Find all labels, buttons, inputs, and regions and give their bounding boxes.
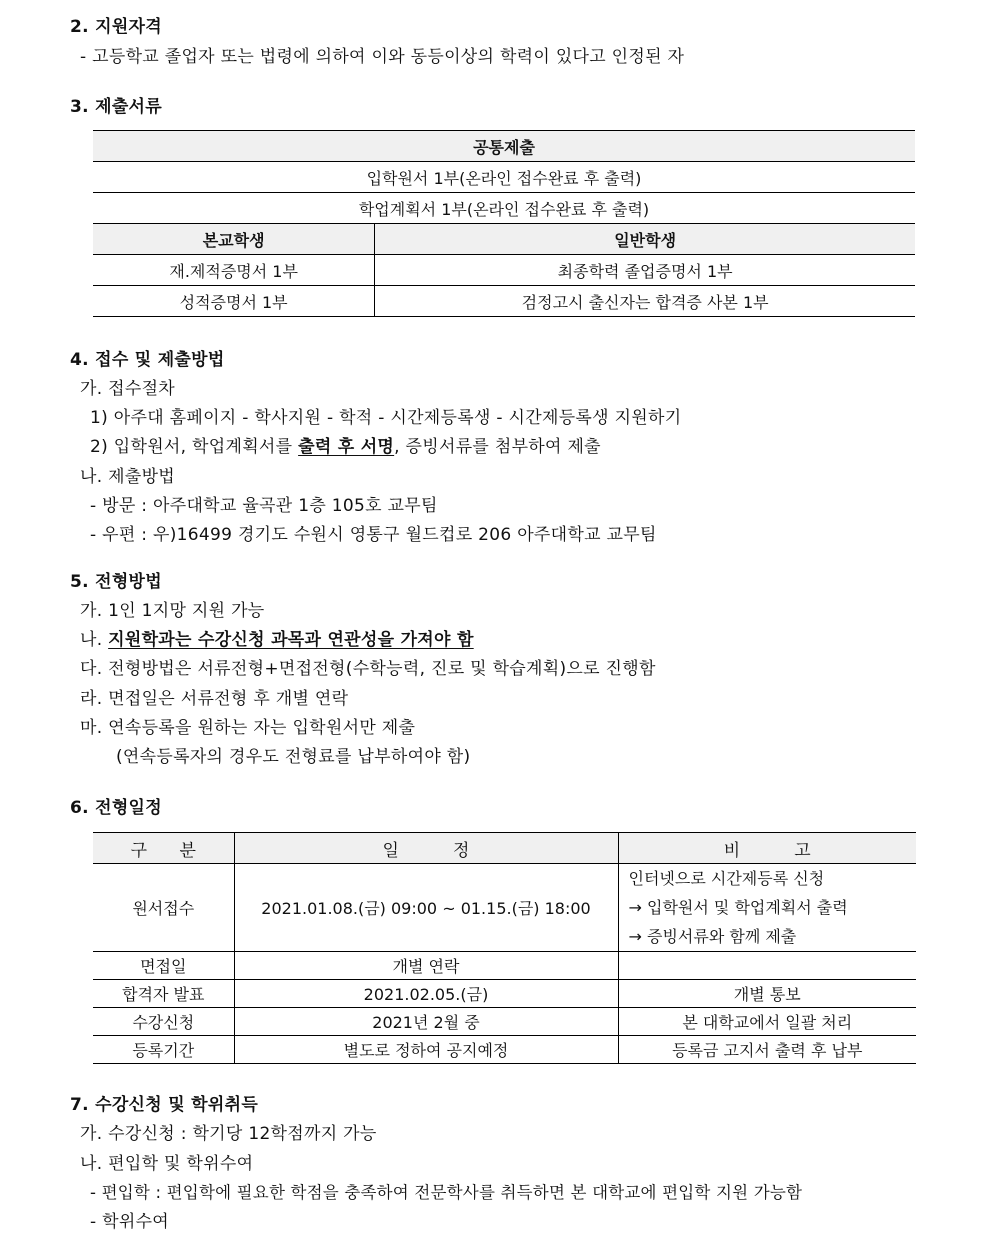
common-header: 공통제출 (93, 131, 915, 162)
col-header-category: 구 분 (93, 833, 234, 864)
table-cell: 성적증명서 1부 (93, 286, 375, 317)
section-4-a-title: 가. 접수절차 (80, 379, 176, 399)
section-3-title: 3. 제출서류 (70, 97, 162, 117)
text: 2) 입학원서, 학업계획서를 (90, 437, 299, 457)
section-4-b2: - 우편 : 우)16499 경기도 수원시 영통구 월드컵로 206 아주대학교 교무팀 (90, 525, 657, 545)
table-cell: 검정고시 출신자는 합격증 사본 1부 (375, 286, 915, 317)
text: , 증빙서류를 첨부하여 제출 (394, 437, 601, 457)
section-5-e: 마. 연속등록을 원하는 자는 입학원서만 제출 (80, 718, 416, 738)
table-row (93, 864, 916, 952)
section-5-a: 가. 1인 1지망 지원 가능 (80, 601, 265, 621)
table-row (93, 980, 916, 1008)
note-line: → 입학원서 및 학업계획서 출력 (628, 898, 848, 917)
row-label: 등록기간 (93, 1036, 234, 1064)
section-6-title: 6. 전형일정 (70, 798, 162, 818)
row-note (618, 952, 916, 980)
row-note: 등록금 고지서 출력 후 납부 (618, 1036, 916, 1064)
section-5-e2: (연속등록자의 경우도 전형료를 납부하여야 함) (116, 747, 471, 767)
section-2-text: - 고등학교 졸업자 또는 법령에 의하여 이와 동등이상의 학력이 있다고 인정된 자 (80, 47, 685, 67)
table-cell: 최종학력 졸업증명서 1부 (375, 255, 915, 286)
section-7-b: 나. 편입학 및 학위수여 (80, 1154, 254, 1174)
row-date: 개별 연락 (234, 952, 618, 980)
row-date: 별도로 정하여 공지예정 (234, 1036, 618, 1064)
section-4-a1: 1) 아주대 홈페이지 - 학사지원 - 학적 - 시간제등록생 - 시간제등록생 지원하기 (90, 408, 682, 428)
schedule-table (93, 832, 916, 1064)
row-date: 2021년 2월 중 (234, 1008, 618, 1036)
section-7-a: 가. 수강신청 : 학기당 12학점까지 가능 (80, 1124, 377, 1144)
row-label: 원서접수 (93, 864, 234, 952)
table-cell: 재.제적증명서 1부 (93, 255, 375, 286)
section-7-title: 7. 수강신청 및 학위취득 (70, 1095, 259, 1115)
row-date: 2021.01.08.(금) 09:00 ~ 01.15.(금) 18:00 (234, 864, 618, 952)
documents-table (93, 130, 915, 317)
row-note: 개별 통보 (618, 980, 916, 1008)
text: 나. (80, 630, 109, 650)
section-5-title: 5. 전형방법 (70, 572, 162, 592)
col-header-schedule: 일 정 (234, 833, 618, 864)
section-4-b1: - 방문 : 아주대학교 율곡관 1층 105호 교무팀 (90, 496, 438, 516)
section-5-d: 라. 면접일은 서류전형 후 개별 연락 (80, 689, 349, 709)
underlined-text: 지원학과는 수강신청 과목과 연관성을 가져야 함 (108, 630, 474, 650)
table-row (93, 1008, 916, 1036)
col-header-remarks: 비 고 (618, 833, 916, 864)
row-date: 2021.02.05.(금) (234, 980, 618, 1008)
col-header-own-students: 본교학생 (93, 224, 375, 255)
row-label: 면접일 (93, 952, 234, 980)
table-row (93, 952, 916, 980)
section-4-title: 4. 접수 및 제출방법 (70, 350, 225, 370)
section-5-c: 다. 전형방법은 서류전형+면접전형(수학능력, 진로 및 학습계획)으로 진행함 (80, 659, 656, 679)
section-5-b (80, 630, 474, 650)
common-row: 입학원서 1부(온라인 접수완료 후 출력) (93, 162, 915, 193)
table-row (93, 1036, 916, 1064)
underlined-text: 출력 후 서명 (298, 437, 395, 457)
section-4-a2 (90, 437, 601, 457)
row-note: 본 대학교에서 일괄 처리 (618, 1008, 916, 1036)
col-header-general-students: 일반학생 (375, 224, 915, 255)
section-4-b-title: 나. 제출방법 (80, 467, 176, 487)
common-row: 학업계획서 1부(온라인 접수완료 후 출력) (93, 193, 915, 224)
section-7-b2: - 학위수여 (90, 1212, 170, 1232)
note-line: 인터넷으로 시간제등록 신청 (628, 869, 825, 888)
row-label: 합격자 발표 (93, 980, 234, 1008)
note-line: → 증빙서류와 함께 제출 (628, 927, 797, 946)
row-label: 수강신청 (93, 1008, 234, 1036)
section-2-title: 2. 지원자격 (70, 17, 162, 37)
row-notes (618, 864, 916, 952)
section-7-b1: - 편입학 : 편입학에 필요한 학점을 충족하여 전문학사를 취득하면 본 대학교에 편입학 지원 가능함 (90, 1183, 803, 1202)
